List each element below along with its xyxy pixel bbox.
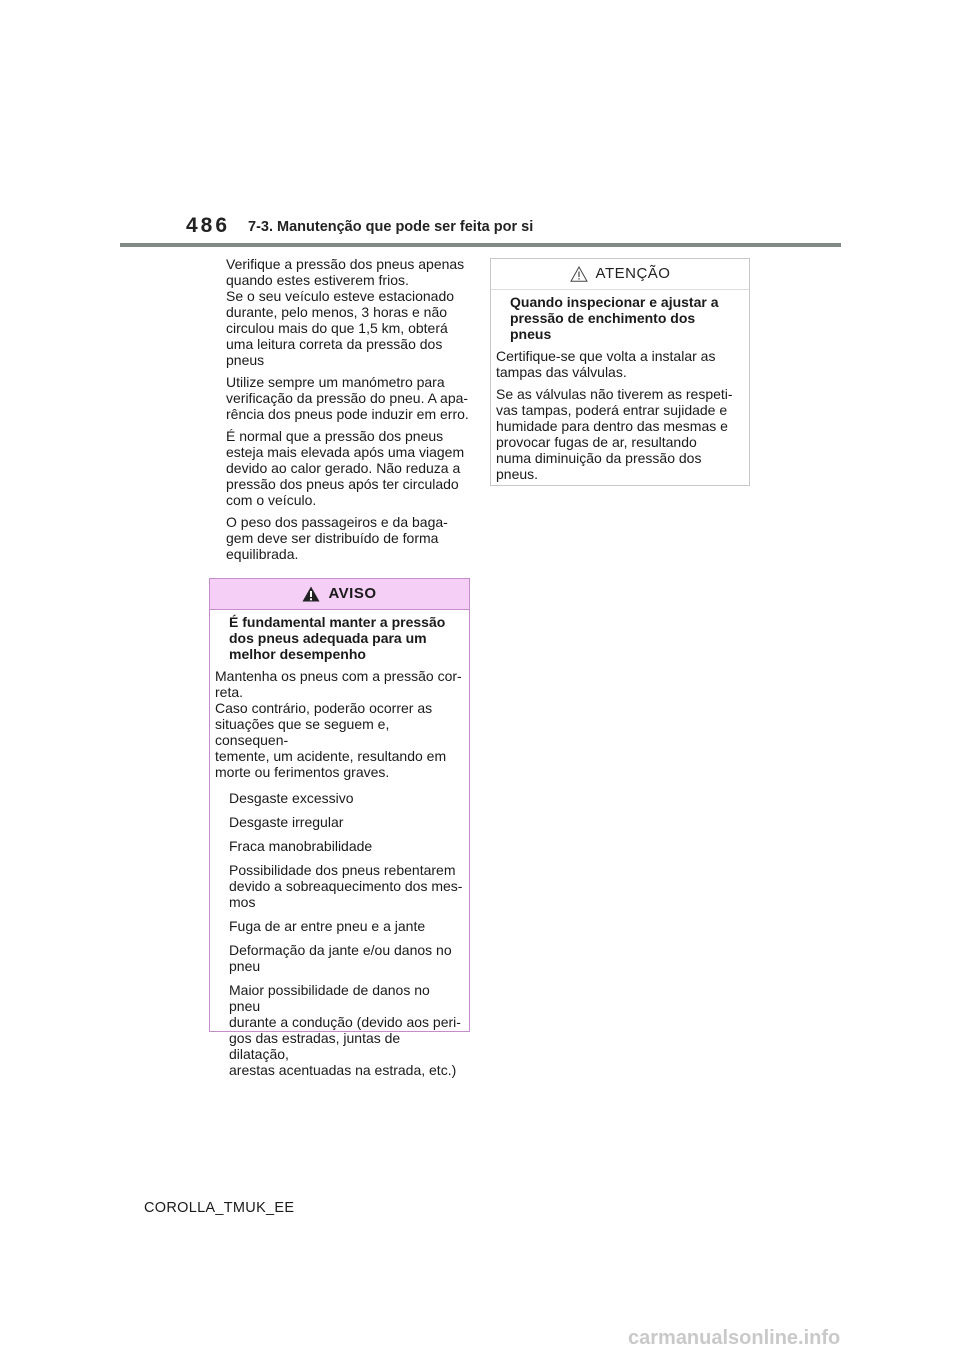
aviso-title: AVISO xyxy=(328,585,377,602)
paragraph-check-cold: Verifique a pressão dos pneus apenas quando estes estiverem frios. Se o seu veículo esteve estacionado durante, pelo menos, 3 horas e não circulou mais do que 1,5 km, obterá uma leitura correta da pressão dos pneus xyxy=(226,256,465,368)
atencao-box xyxy=(490,258,750,486)
aviso-intro: Mantenha os pneus com a pressão cor- reta. Caso contrário, poderão ocorrer as situações que se seguem e, consequen- temente, um acidente, resultando em morte ou ferimentos graves. xyxy=(215,668,462,780)
atencao-paragraph: Se as válvulas não tiverem as respeti- vas tampas, poderá entrar sujidade e humidade para dentro das mesmas e provocar fugas de ar, resultando numa diminuição da pressão dos pneus. xyxy=(496,386,733,482)
paragraph-weight: O peso dos passageiros e da baga- gem deve ser distribuído de forma equilibrada. xyxy=(226,514,448,562)
list-item: Deformação da jante e/ou danos no pneu xyxy=(229,942,452,974)
list-item: Possibilidade dos pneus rebentarem devido a sobreaquecimento dos mes- mos xyxy=(229,862,463,910)
watermark: carmanualsonline.info xyxy=(628,1327,841,1349)
list-item: Fraca manobrabilidade xyxy=(229,838,373,854)
aviso-body xyxy=(210,610,469,1078)
list-item: Maior possibilidade de danos no pneu durante a condução (devido aos peri- gos das estradas, juntas de dilatação, arestas acentuadas na estrada, etc.) xyxy=(229,982,461,1078)
aviso-box xyxy=(209,578,470,1078)
section-title: 7-3. Manutenção que pode ser feita por si xyxy=(248,219,534,235)
aviso-list xyxy=(215,790,464,1078)
list-item: Desgaste irregular xyxy=(229,814,344,830)
list-item: Fuga de ar entre pneu e a jante xyxy=(229,918,426,934)
atencao-paragraph: Certifique-se que volta a instalar as tampas das válvulas. xyxy=(496,348,716,380)
left-column xyxy=(226,256,470,568)
warning-triangle-filled-icon xyxy=(302,586,320,602)
atencao-header xyxy=(491,259,749,290)
aviso-subtitle: É fundamental manter a pressão dos pneus adequada para um melhor desempenho xyxy=(229,614,446,662)
footer-model-code: COROLLA_TMUK_EE xyxy=(144,1200,295,1216)
paragraph-heat: É normal que a pressão dos pneus esteja mais elevada após uma viagem devido ao calor gerado. Não reduza a pressão dos pneus após ter circulado com o veículo. xyxy=(226,428,465,508)
atencao-subtitle: Quando inspecionar e ajustar a pressão de enchimento dos pneus xyxy=(510,294,719,342)
list-item: Desgaste excessivo xyxy=(229,790,354,806)
atencao-title: ATENÇÃO xyxy=(595,265,671,282)
header-divider xyxy=(120,243,841,247)
warning-triangle-outline-icon xyxy=(570,266,588,282)
page-number: 486 xyxy=(186,214,231,237)
atencao-body xyxy=(491,290,749,482)
aviso-header xyxy=(210,579,469,610)
paragraph-gauge: Utilize sempre um manómetro para verificação da pressão do pneu. A apa- rência dos pneus pode induzir em erro. xyxy=(226,374,469,422)
